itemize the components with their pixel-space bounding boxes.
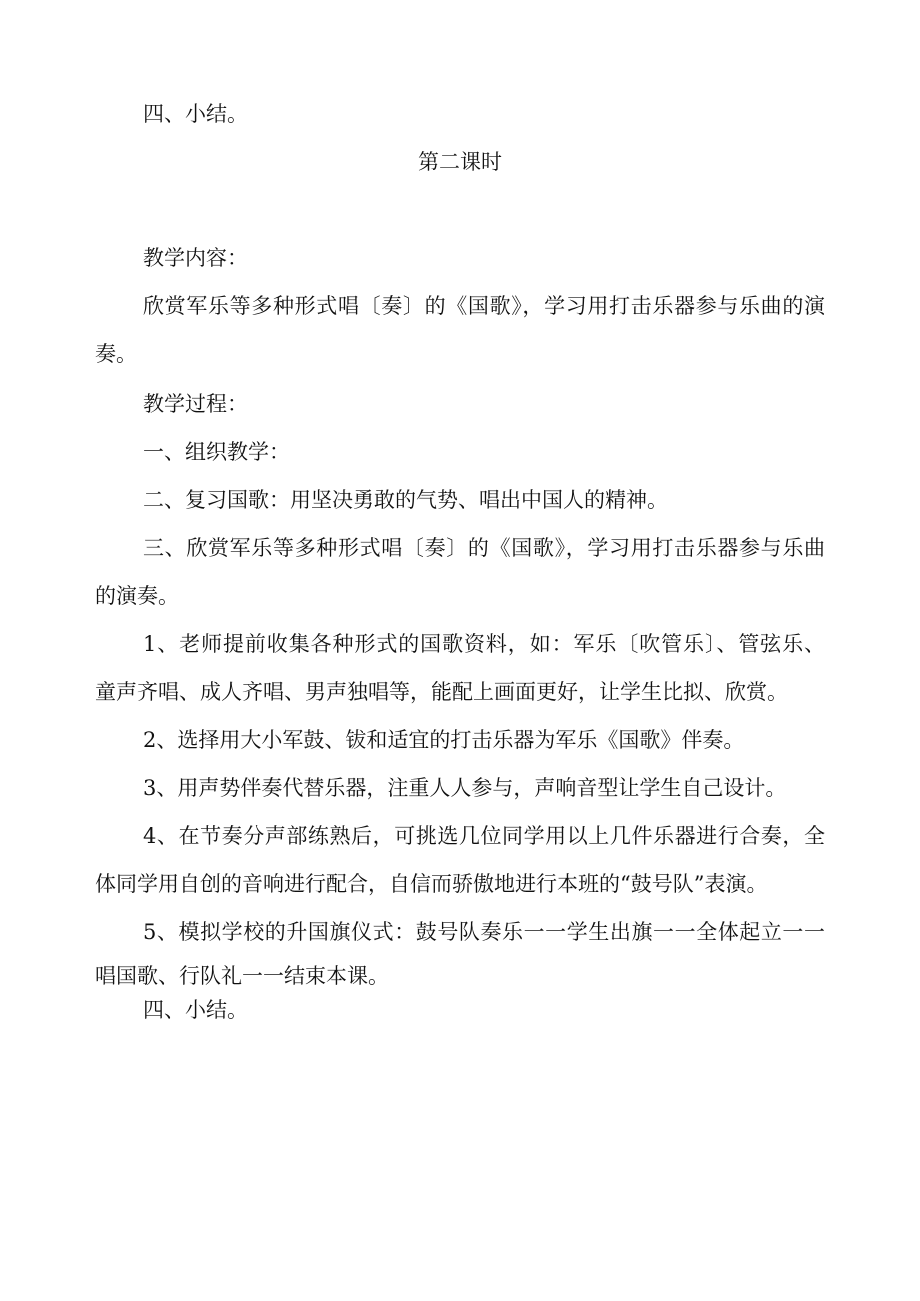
item-1-line-2: 童声齐唱、成人齐唱、男声独唱等，能配上画面更好，让学生比拟、欣赏。 [95, 680, 788, 704]
item-5-line-1: 5、模拟学校的升国旗仪式：鼓号队奏乐一一学生出旗一一全体起立一一 [143, 920, 825, 944]
teaching-content-text-line-2: 奏。 [95, 342, 137, 366]
item-2: 2、选择用大小军鼓、钹和适宜的打击乐器为军乐《国歌》伴奏。 [143, 728, 745, 752]
step-three-line-2: 的演奏。 [95, 584, 179, 608]
step-one: 一、组织教学： [143, 440, 290, 464]
teaching-process-label: 教学过程： [143, 392, 248, 416]
teaching-content-label: 教学内容： [143, 246, 248, 270]
item-4-line-1: 4、在节奏分声部练熟后，可挑选几位同学用以上几件乐器进行合奏，全 [143, 824, 825, 848]
item-1-line-1: 1、老师提前收集各种形式的国歌资料，如：军乐〔吹管乐〕、管弦乐、 [143, 632, 825, 656]
step-two: 二、复习国歌：用坚决勇敢的气势、唱出中国人的精神。 [143, 488, 668, 512]
lesson-title: 第二课时 [418, 150, 502, 174]
step-three-line-1: 三、欣赏军乐等多种形式唱〔奏〕的《国歌》，学习用打击乐器参与乐曲 [143, 536, 825, 560]
item-4-line-2: 体同学用自创的音响进行配合，自信而骄傲地进行本班的“鼓号队”表演。 [95, 872, 768, 896]
item-3: 3、用声势伴奏代替乐器，注重人人参与，声响音型让学生自己设计。 [143, 776, 787, 800]
item-5-line-2: 唱国歌、行队礼一一结束本课。 [95, 964, 389, 988]
summary-heading-bottom: 四、小结。 [143, 998, 248, 1022]
teaching-content-text-line-1: 欣赏军乐等多种形式唱〔奏〕的《国歌》，学习用打击乐器参与乐曲的演 [143, 294, 825, 318]
summary-heading-top: 四、小结。 [143, 102, 248, 126]
